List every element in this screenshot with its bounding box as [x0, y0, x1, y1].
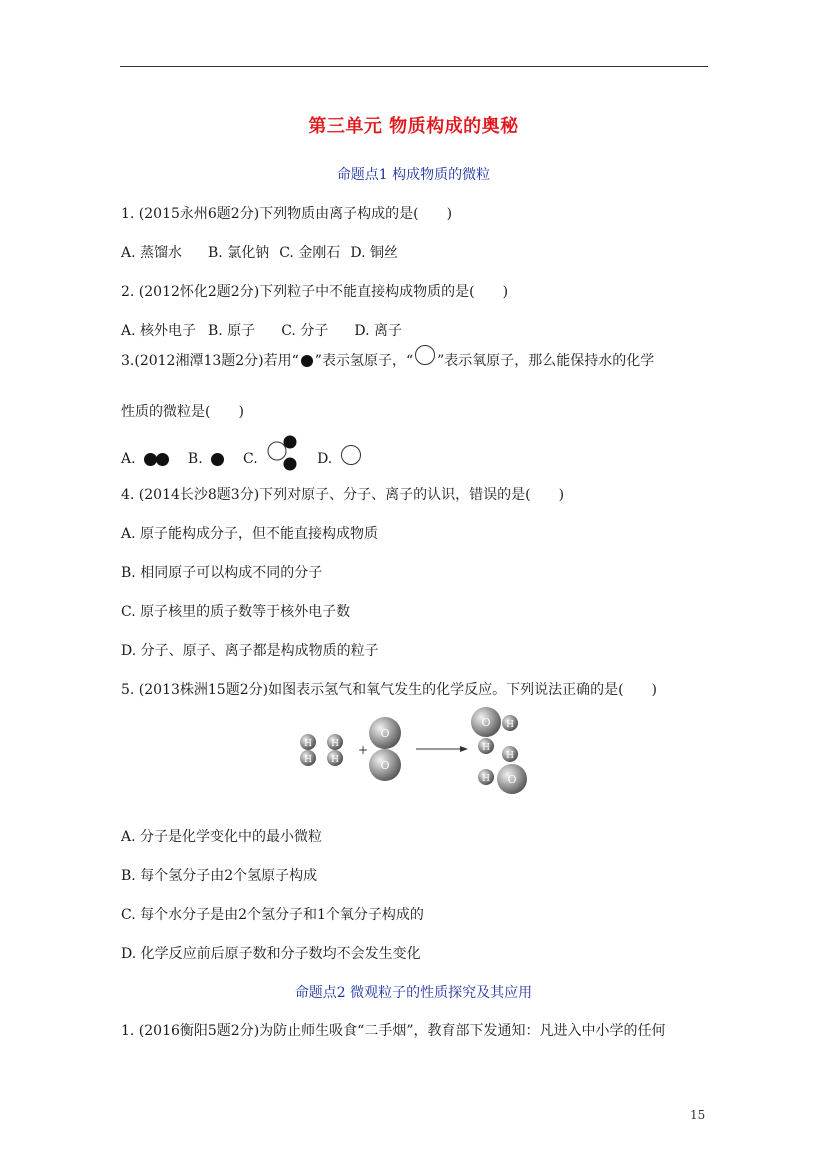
q2-option-a: A. 核外电子: [121, 323, 197, 339]
hydrogen-atom-icon: [301, 355, 313, 367]
oxygen-molecule: [369, 717, 401, 781]
header-rule: [120, 66, 708, 67]
svg-text:H: H: [331, 755, 339, 765]
q5-option-b: B. 每个氢分子由2个氢原子构成: [121, 868, 318, 884]
q1-stem: 1. (2015永州6题2分)下列物质由离子构成的是( ): [121, 206, 453, 222]
q3-stem-part2: ”表示氢原子，“: [314, 353, 414, 369]
q4-option-c: C. 原子核里的质子数等于核外电子数: [121, 604, 351, 620]
q3-stem-part1: 3.(2012湘潭13题2分)若用“: [121, 353, 299, 369]
svg-text:H: H: [506, 751, 514, 761]
q4-option-d: D. 分子、原子、离子都是构成物质的粒子: [121, 643, 379, 659]
q1-option-b: B. 氯化钠: [208, 245, 270, 261]
q2-option-b: B. 原子: [208, 323, 256, 339]
q3-stem-cont: 性质的微粒是( ): [121, 404, 244, 420]
q4-stem: 4. (2014长沙8题3分)下列对原子、分子、离子的认识，错误的是( ): [121, 487, 565, 503]
q4-option-a: A. 原子能构成分子，但不能直接构成物质: [121, 526, 379, 542]
page-number: 15: [690, 1108, 706, 1122]
svg-text:H: H: [304, 739, 312, 749]
reaction-arrow: [416, 746, 468, 752]
svg-text:O: O: [380, 759, 390, 772]
svg-text:O: O: [380, 727, 390, 740]
hydrogen-atom-icon: [156, 453, 169, 466]
oxygen-atom-icon: [415, 345, 435, 365]
q3-options: [121, 440, 361, 470]
q3-option-b: B.: [187, 451, 203, 467]
svg-text:O: O: [507, 773, 517, 786]
q4-option-b: B. 相同原子可以构成不同的分子: [121, 565, 323, 581]
q2-option-c: C. 分子: [281, 323, 329, 339]
q3-stem-part3: ”表示氧原子，那么能保持水的化学: [437, 353, 655, 369]
svg-text:H: H: [506, 720, 514, 730]
q5-option-c: C. 每个水分子是由2个氢分子和1个氧分子构成的: [121, 907, 424, 923]
single-oxygen-atom-icon: [341, 445, 361, 465]
q5-option-a: A. 分子是化学变化中的最小微粒: [121, 829, 323, 845]
q3-option-d: D.: [317, 451, 333, 467]
svg-text:H: H: [482, 774, 490, 784]
q1-option-d: D. 铜丝: [350, 245, 398, 261]
q3-option-c: C.: [243, 451, 258, 467]
single-hydrogen-atom-icon: [211, 453, 224, 466]
q5-option-d: D. 化学反应前后原子数和分子数均不会发生变化: [121, 946, 421, 962]
q3-stem: [121, 350, 654, 371]
svg-text:H: H: [331, 739, 339, 749]
hydrogen-molecule-2: [327, 734, 343, 766]
plus-sign: +: [358, 743, 369, 757]
q6-stem: 1. (2016衡阳5题2分)为防止师生吸食“二手烟”，教育部下发通知：凡进入中小学的任何: [121, 1023, 666, 1039]
q1-option-c: C. 金刚石: [279, 245, 341, 261]
reaction-diagram: [290, 702, 540, 802]
q2-option-d: D. 离子: [354, 323, 402, 339]
unit-title: 第三单元 物质构成的奥秘: [308, 116, 519, 137]
svg-text:H: H: [304, 755, 312, 765]
hydrogen-molecule-1: [300, 734, 316, 766]
section-heading-2: 命题点2 微观粒子的性质探究及其应用: [294, 985, 533, 1001]
svg-text:H: H: [482, 743, 490, 753]
svg-text:O: O: [481, 716, 491, 729]
q3-option-a: A.: [121, 451, 136, 467]
q2-stem: 2. (2012怀化2题2分)下列粒子中不能直接构成物质的是( ): [121, 284, 509, 300]
q1-option-a: A. 蒸馏水: [121, 245, 183, 261]
water-molecule-icon: [266, 434, 302, 472]
q5-stem: 5. (2013株洲15题2分)如图表示氢气和氧气发生的化学反应。下列说法正确的是( ): [121, 682, 658, 698]
q1-options: [121, 242, 398, 262]
section-heading-1: 命题点1 构成物质的微粒: [336, 167, 491, 183]
q2-options: [121, 320, 402, 340]
